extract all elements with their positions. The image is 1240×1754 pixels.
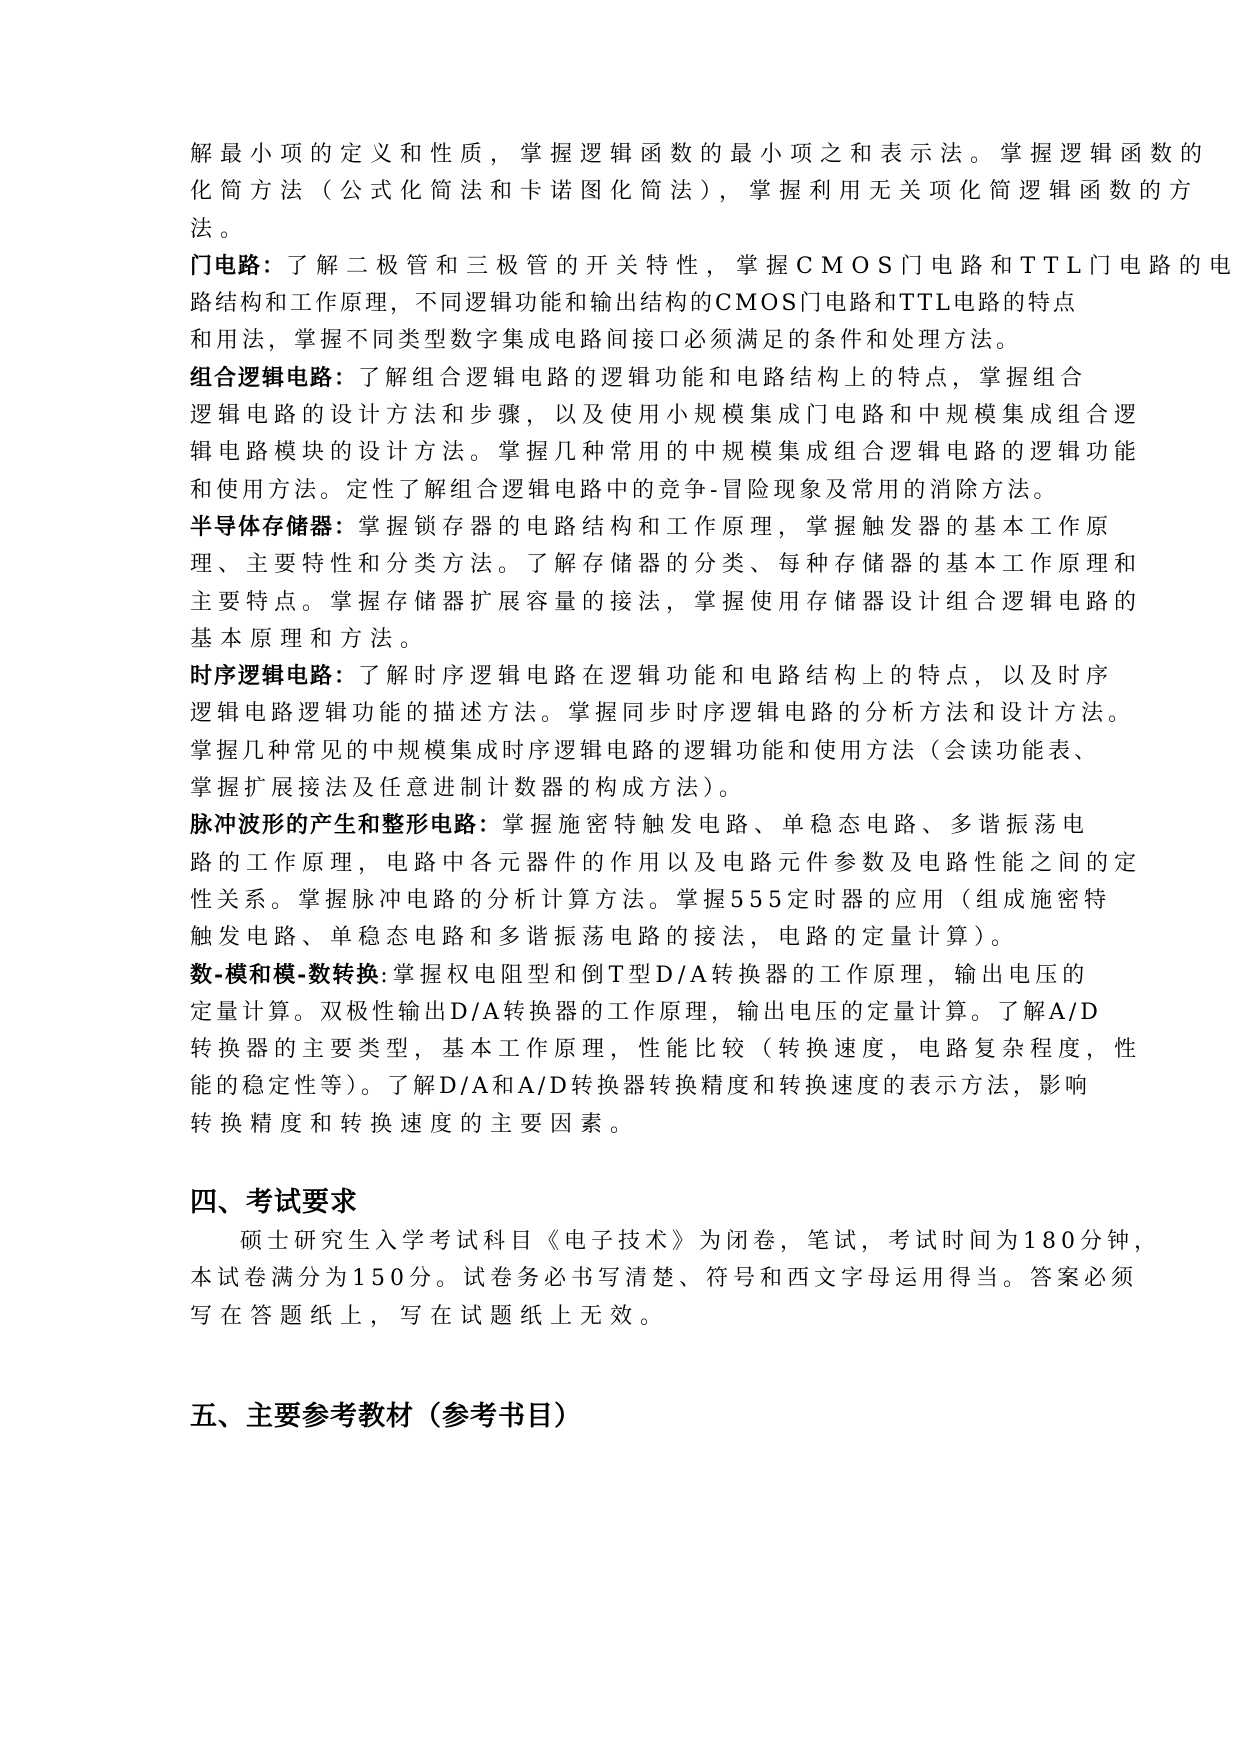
text-line: 性关系。掌握脉冲电路的分析计算方法。掌握555定时器的应用（组成施密特: [190, 887, 1111, 913]
text-line: 化简方法（公式化简法和卡诺图化简法），掌握利用无关项化简逻辑函数的方: [190, 179, 1200, 205]
topic-text: :掌握权电阻型和倒T型D/A转换器的工作原理，输出电压的: [380, 962, 1090, 988]
text-line: [190, 248, 1239, 285]
topic-term: 门电路：: [190, 252, 287, 279]
text-line: [190, 957, 1090, 994]
text-line: 辑电路模块的设计方法。掌握几种常用的中规模集成组合逻辑电路的逻辑功能: [190, 440, 1143, 466]
section-heading: 五、主要参考教材（参考书目）: [190, 1400, 582, 1432]
spacer: [190, 1335, 1060, 1397]
exam-requirements-section: [190, 1183, 1161, 1335]
text-line: 写在答题纸上，写在试题纸上无效。: [190, 1303, 671, 1329]
text-line: [190, 509, 1115, 546]
topic-text: 了解组合逻辑电路的逻辑功能和电路结构上的特点，掌握组合: [358, 365, 1088, 391]
sequential-logic-paragraph: [190, 658, 1136, 807]
text-line: 主要特点。掌握存储器扩展容量的接法，掌握使用存储器设计组合逻辑电路的: [190, 589, 1143, 615]
spacer: [190, 1143, 1060, 1183]
text-line: 定量计算。双极性输出D/A转换器的工作原理，输出电压的定量计算。了解A/D: [190, 999, 1102, 1025]
text-line: [190, 658, 1115, 695]
text-line: 本试卷满分为150分。试卷务必书写清楚、符号和西文字母运用得当。答案必须: [190, 1266, 1138, 1292]
text-line: 掌握几种常见的中规模集成时序逻辑电路的逻辑功能和使用方法（会读功能表、: [190, 738, 1101, 764]
topic-text: 了解时序逻辑电路在逻辑功能和电路结构上的特点，以及时序: [358, 664, 1115, 690]
text-line: [190, 360, 1088, 397]
references-section: [190, 1397, 1060, 1437]
text-line: 触发电路、单稳态电路和多谐振荡电路的接法，电路的定量计算）。: [190, 925, 1020, 951]
topic-text: 了解二极管和三极管的开关特性，掌握CMOS门电路和TTL门电路的电: [286, 253, 1239, 279]
pulse-waveform-paragraph: [190, 807, 1143, 956]
text-line: 解最小项的定义和性质，掌握逻辑函数的最小项之和表示法。掌握逻辑函数的: [190, 142, 1211, 167]
text-line: 硕士研究生入学考试科目《电子技术》为闭卷，笔试，考试时间为180分钟，: [240, 1229, 1161, 1255]
topic-term: 脉冲波形的产生和整形电路：: [190, 812, 503, 839]
text-line: 和使用方法。定性了解组合逻辑电路中的竞争-冒险现象及常用的消除方法。: [190, 477, 1060, 503]
text-line: 逻辑电路逻辑功能的描述方法。掌握同步时序逻辑电路的分析方法和设计方法。: [190, 701, 1136, 727]
text-line: 掌握扩展接法及任意进制计数器的构成方法）。: [190, 776, 747, 802]
document-page: [190, 136, 1239, 1437]
topic-term: 组合逻辑电路：: [190, 364, 359, 391]
topic-term: 时序逻辑电路：: [190, 663, 359, 690]
topic-term: 数-模和模-数转换: [190, 961, 381, 988]
combinational-logic-paragraph: [190, 360, 1143, 509]
topic-text: 掌握施密特触发电路、单稳态电路、多谐振荡电: [502, 813, 1091, 839]
gate-circuits-paragraph: [190, 248, 1239, 360]
section-heading: 四、考试要求: [190, 1187, 358, 1219]
text-line: 路结构和工作原理，不同逻辑功能和输出结构的CMOS门电路和TTL电路的特点: [190, 291, 1078, 317]
text-line: 和用法，掌握不同类型数字集成电路间接口必须满足的条件和处理方法。: [190, 328, 1023, 354]
text-line: 能的稳定性等）。了解D/A和A/D转换器转换精度和转换速度的表示方法，影响: [190, 1074, 1091, 1100]
text-line: 法。: [190, 216, 251, 242]
da-ad-conversion-paragraph: [190, 957, 1143, 1143]
text-line: 转换器的主要类型，基本工作原理，性能比较（转换速度，电路复杂程度，性: [190, 1037, 1143, 1063]
text-line: 转换精度和转换速度的主要因素。: [190, 1111, 641, 1137]
text-line: 理、主要特性和分类方法。了解存储器的分类、每种存储器的基本工作原理和: [190, 552, 1143, 578]
topic-text: 掌握锁存器的电路结构和工作原理，掌握触发器的基本工作原: [358, 514, 1115, 540]
text-line: [190, 807, 1091, 844]
topic-term: 半导体存储器：: [190, 513, 359, 540]
text-line: 逻辑电路的设计方法和步骤，以及使用小规模集成门电路和中规模集成组合逻: [190, 403, 1143, 429]
text-line: 基本原理和方法。: [190, 626, 431, 652]
logic-function-paragraph: [190, 136, 1211, 248]
text-line: 路的工作原理，电路中各元器件的作用以及电路元件参数及电路性能之间的定: [190, 850, 1143, 876]
semiconductor-memory-paragraph: [190, 509, 1143, 658]
